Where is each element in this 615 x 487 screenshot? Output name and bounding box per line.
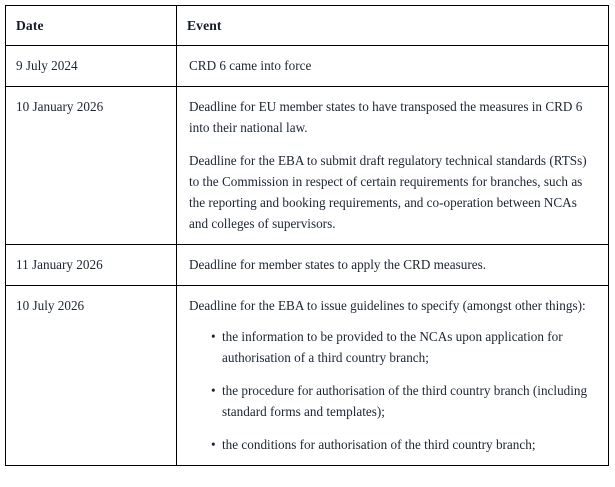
cell-event <box>177 46 609 87</box>
bullet-point-icon: • <box>211 383 216 398</box>
table-body <box>6 46 609 466</box>
event-paragraph: Deadline for EU member states to have transposed the measures in CRD 6 into their national law. <box>189 99 583 135</box>
bullet-point-icon: • <box>211 329 216 344</box>
event-bullet-list <box>189 326 592 455</box>
cell-event <box>177 245 609 286</box>
list-item <box>189 326 592 368</box>
crd6-timetable <box>5 5 609 466</box>
list-item-label: the procedure for authorisation of the third country branch (including standard forms and templates); <box>222 383 588 419</box>
cell-date: 10 July 2026 <box>6 286 177 466</box>
cell-event <box>177 286 609 466</box>
event-paragraph: Deadline for the EBA to submit draft regulatory technical standards (RTSs) to the Commission in respect of certain requirements for branches, such as the reporting and booking requirements, and co-operation between NCAs and colleges of supervisors. <box>189 153 587 231</box>
table-header <box>6 6 609 46</box>
event-paragraph: CRD 6 came into force <box>189 58 312 73</box>
list-item-label: the conditions for authorisation of the third country branch; <box>222 437 536 452</box>
cell-date: 9 July 2024 <box>6 46 177 87</box>
event-paragraph: Deadline for the EBA to issue guidelines to specify (amongst other things): <box>189 298 586 313</box>
column-header-event: Event <box>177 6 609 46</box>
cell-date: 11 January 2026 <box>6 245 177 286</box>
event-paragraph: Deadline for member states to apply the CRD measures. <box>189 257 487 272</box>
table-header-row <box>6 6 609 46</box>
bullet-point-icon: • <box>211 437 216 452</box>
cell-date: 10 January 2026 <box>6 87 177 245</box>
cell-event <box>177 87 609 245</box>
table-row <box>6 286 609 466</box>
list-item <box>189 434 592 455</box>
table-row <box>6 87 609 245</box>
column-header-date: Date <box>6 6 177 46</box>
list-item <box>189 380 592 422</box>
list-item-label: the information to be provided to the NCAs upon application for authorisation of a third country branch; <box>222 329 563 365</box>
table-row <box>6 46 609 87</box>
table-row <box>6 245 609 286</box>
